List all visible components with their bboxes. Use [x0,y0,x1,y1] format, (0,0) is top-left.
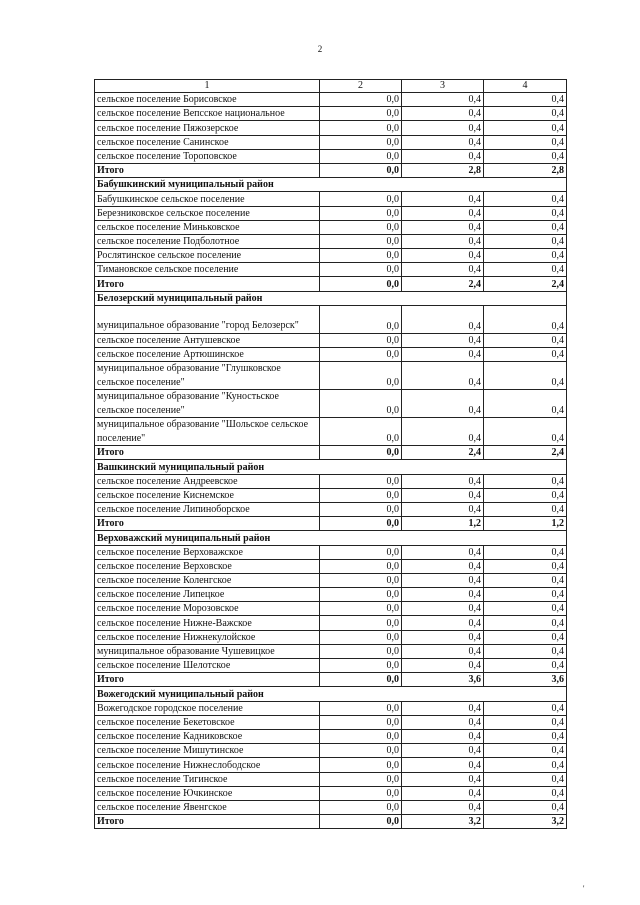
col-3-value: 0,4 [402,559,484,573]
table-row [95,729,567,743]
col-2-value: 0,0 [320,446,402,460]
col-2-value: 0,0 [320,573,402,587]
col-3-value: 0,4 [402,602,484,616]
col-3-value: 0,4 [402,786,484,800]
col-3-value: 0,4 [402,333,484,347]
col-2-value: 0,0 [320,701,402,715]
col-2-value: 0,0 [320,333,402,347]
district-name: Вожегодский муниципальный район [95,687,567,701]
total-label: Итого [95,673,320,687]
table-row [95,348,567,362]
district-section-row [95,178,567,192]
district-section-row [95,531,567,545]
table-row [95,715,567,729]
col-4-value: 0,4 [484,559,567,573]
col-2-value: 0,0 [320,559,402,573]
col-4-value: 0,4 [484,800,567,814]
settlement-name: сельское поселение Артюшинское [95,348,320,362]
col-4-value: 3,2 [484,815,567,829]
col-4-value: 2,4 [484,277,567,291]
col-4-value: 0,4 [484,192,567,206]
total-row [95,446,567,460]
settlement-name: сельское поселение Явенгское [95,800,320,814]
col-2-value: 0,0 [320,602,402,616]
col-3-value: 2,4 [402,277,484,291]
settlement-name: муниципальное образование "Куностьское сельское поселение" [95,390,320,418]
settlement-name: сельское поселение Миньковское [95,220,320,234]
total-row [95,673,567,687]
col-3-value: 0,4 [402,800,484,814]
col-3-value: 0,4 [402,135,484,149]
total-label: Итого [95,815,320,829]
col-4-value: 0,4 [484,220,567,234]
col-3-value: 0,4 [402,758,484,772]
col-3-value: 0,4 [402,545,484,559]
table-row [95,502,567,516]
table-row [95,418,567,446]
col-2-value: 0,0 [320,673,402,687]
settlement-name: муниципальное образование "город Белозерск" [95,305,320,333]
table-row [95,390,567,418]
table-row [95,644,567,658]
col-4-value: 0,4 [484,390,567,418]
table-row [95,333,567,347]
col-4-value: 0,4 [484,602,567,616]
table-row [95,701,567,715]
col-4-value: 0,4 [484,659,567,673]
table-row [95,602,567,616]
district-section-row [95,687,567,701]
col-4-value: 0,4 [484,135,567,149]
col-4-value: 0,4 [484,362,567,390]
settlement-name: сельское поселение Киснемское [95,488,320,502]
col-3-value: 0,4 [402,390,484,418]
settlement-name: сельское поселение Липецкое [95,588,320,602]
col-4-value: 0,4 [484,545,567,559]
col-3-value: 0,4 [402,263,484,277]
table-row [95,121,567,135]
table-row [95,135,567,149]
settlement-name: сельское поселение Тигинское [95,772,320,786]
col-2-value: 0,0 [320,488,402,502]
col-3-value: 2,8 [402,163,484,177]
table-row [95,800,567,814]
settlement-name: сельское поселение Верховское [95,559,320,573]
total-label: Итого [95,446,320,460]
table-row [95,93,567,107]
col-2-value: 0,0 [320,348,402,362]
col-4-value: 2,8 [484,163,567,177]
col-3-value: 0,4 [402,488,484,502]
col-4-value: 0,4 [484,305,567,333]
table-row [95,659,567,673]
settlement-name: сельское поселение Мишутинское [95,744,320,758]
table-row [95,545,567,559]
total-row [95,517,567,531]
settlement-name: муниципальное образование Чушевицкое [95,644,320,658]
col-2-value: 0,0 [320,234,402,248]
table-row [95,772,567,786]
col-2-value: 0,0 [320,772,402,786]
col-3-value: 3,2 [402,815,484,829]
col-2-value: 0,0 [320,474,402,488]
district-section-row [95,291,567,305]
settlement-name: муниципальное образование "Глушковское сельское поселение" [95,362,320,390]
col-2-value: 0,0 [320,800,402,814]
col-4-value: 0,4 [484,206,567,220]
table-row [95,263,567,277]
table-row [95,149,567,163]
district-name: Вашкинский муниципальный район [95,460,567,474]
col-2-value: 0,0 [320,786,402,800]
col-4-value: 0,4 [484,121,567,135]
settlement-name: сельское поселение Подболотное [95,234,320,248]
total-label: Итого [95,517,320,531]
col-4-value: 0,4 [484,234,567,248]
col-3-value: 0,4 [402,701,484,715]
settlement-name: сельское поселение Нижнеслободское [95,758,320,772]
col-3-value: 0,4 [402,616,484,630]
settlement-name: муниципальное образование "Шольское сельское поселение" [95,418,320,446]
col-3-value: 1,2 [402,517,484,531]
col-3-value: 0,4 [402,588,484,602]
col-2-value: 0,0 [320,192,402,206]
col-3-value: 0,4 [402,234,484,248]
settlement-name: сельское поселение Верховажское [95,545,320,559]
district-section-row [95,460,567,474]
col-4-value: 0,4 [484,701,567,715]
corner-mark: ' [583,884,585,893]
table-row [95,234,567,248]
col-2-value: 0,0 [320,362,402,390]
settlement-name: сельское поселение Андреевское [95,474,320,488]
col-4-value: 0,4 [484,149,567,163]
col-4-value: 0,4 [484,348,567,362]
settlement-name: Вожегодское городское поселение [95,701,320,715]
col-3-value: 0,4 [402,305,484,333]
col-2-value: 0,0 [320,263,402,277]
budget-table [94,79,567,829]
col-2-value: 0,0 [320,630,402,644]
col-3-value: 0,4 [402,107,484,121]
table-row [95,616,567,630]
col-3-value: 0,4 [402,192,484,206]
col-4-value: 0,4 [484,715,567,729]
column-header: 1 [95,80,320,93]
settlement-name: сельское поселение Нижнекулойское [95,630,320,644]
district-name: Верховажский муниципальный район [95,531,567,545]
settlement-name: сельское поселение Санинское [95,135,320,149]
col-2-value: 0,0 [320,149,402,163]
col-4-value: 0,4 [484,502,567,516]
settlement-name: Тимановское сельское поселение [95,263,320,277]
col-4-value: 0,4 [484,772,567,786]
col-2-value: 0,0 [320,729,402,743]
col-4-value: 0,4 [484,758,567,772]
settlement-name: сельское поселение Нижне-Важское [95,616,320,630]
table-row [95,107,567,121]
col-4-value: 0,4 [484,249,567,263]
col-4-value: 0,4 [484,474,567,488]
table-row [95,206,567,220]
column-header: 4 [484,80,567,93]
col-3-value: 0,4 [402,348,484,362]
col-4-value: 0,4 [484,644,567,658]
col-3-value: 0,4 [402,474,484,488]
total-label: Итого [95,163,320,177]
settlement-name: сельское поселение Морозовское [95,602,320,616]
col-2-value: 0,0 [320,135,402,149]
col-3-value: 0,4 [402,630,484,644]
col-3-value: 0,4 [402,121,484,135]
col-4-value: 0,4 [484,488,567,502]
col-4-value: 0,4 [484,630,567,644]
col-2-value: 0,0 [320,249,402,263]
total-row [95,163,567,177]
table-row [95,488,567,502]
col-3-value: 0,4 [402,772,484,786]
col-2-value: 0,0 [320,220,402,234]
settlement-name: сельское поселение Пяжозерское [95,121,320,135]
column-header: 3 [402,80,484,93]
col-4-value: 0,4 [484,786,567,800]
settlement-name: сельское поселение Кадниковское [95,729,320,743]
table-row [95,588,567,602]
col-4-value: 0,4 [484,744,567,758]
col-2-value: 0,0 [320,517,402,531]
settlement-name: сельское поселение Ючкинское [95,786,320,800]
district-name: Бабушкинский муниципальный район [95,178,567,192]
settlement-name: сельское поселение Тороповское [95,149,320,163]
col-3-value: 0,4 [402,249,484,263]
col-4-value: 0,4 [484,616,567,630]
col-4-value: 3,6 [484,673,567,687]
table-row [95,573,567,587]
col-3-value: 3,6 [402,673,484,687]
col-3-value: 0,4 [402,206,484,220]
col-2-value: 0,0 [320,616,402,630]
col-4-value: 0,4 [484,573,567,587]
district-name: Белозерский муниципальный район [95,291,567,305]
total-row [95,277,567,291]
col-3-value: 0,4 [402,744,484,758]
col-2-value: 0,0 [320,418,402,446]
col-3-value: 0,4 [402,502,484,516]
col-2-value: 0,0 [320,121,402,135]
col-4-value: 0,4 [484,729,567,743]
col-3-value: 0,4 [402,715,484,729]
page-number: 2 [317,44,323,54]
col-3-value: 0,4 [402,220,484,234]
col-2-value: 0,0 [320,163,402,177]
col-3-value: 2,4 [402,446,484,460]
table-row [95,630,567,644]
col-2-value: 0,0 [320,390,402,418]
col-4-value: 0,4 [484,588,567,602]
col-4-value: 0,4 [484,93,567,107]
col-3-value: 0,4 [402,729,484,743]
col-4-value: 0,4 [484,107,567,121]
settlement-name: сельское поселение Шелотское [95,659,320,673]
settlement-name: сельское поселение Коленгское [95,573,320,587]
col-3-value: 0,4 [402,644,484,658]
table-header-row [95,80,567,93]
col-3-value: 0,4 [402,93,484,107]
settlement-name: сельское поселение Бекетовское [95,715,320,729]
col-3-value: 0,4 [402,418,484,446]
table-row [95,220,567,234]
col-2-value: 0,0 [320,744,402,758]
col-2-value: 0,0 [320,588,402,602]
col-2-value: 0,0 [320,815,402,829]
col-3-value: 0,4 [402,149,484,163]
settlement-name: сельское поселение Вепсское национальное [95,107,320,121]
table-row [95,249,567,263]
col-2-value: 0,0 [320,502,402,516]
col-2-value: 0,0 [320,107,402,121]
total-label: Итого [95,277,320,291]
settlement-name: Рослятинское сельское поселение [95,249,320,263]
col-2-value: 0,0 [320,758,402,772]
col-2-value: 0,0 [320,305,402,333]
col-3-value: 0,4 [402,573,484,587]
table-row [95,559,567,573]
col-2-value: 0,0 [320,545,402,559]
settlement-name: сельское поселение Борисовское [95,93,320,107]
col-4-value: 1,2 [484,517,567,531]
table-row [95,758,567,772]
col-2-value: 0,0 [320,206,402,220]
settlement-name: Березниковское сельское поселение [95,206,320,220]
col-4-value: 0,4 [484,263,567,277]
col-3-value: 0,4 [402,362,484,390]
settlement-name: сельское поселение Липиноборское [95,502,320,516]
table-row [95,305,567,333]
settlement-name: Бабушкинское сельское поселение [95,192,320,206]
table-row [95,744,567,758]
total-row [95,815,567,829]
col-4-value: 0,4 [484,333,567,347]
col-2-value: 0,0 [320,644,402,658]
col-3-value: 0,4 [402,659,484,673]
col-2-value: 0,0 [320,715,402,729]
col-4-value: 0,4 [484,418,567,446]
table-row [95,786,567,800]
settlement-name: сельское поселение Антушевское [95,333,320,347]
table-row [95,192,567,206]
col-2-value: 0,0 [320,659,402,673]
table-row [95,362,567,390]
col-2-value: 0,0 [320,277,402,291]
col-4-value: 2,4 [484,446,567,460]
col-2-value: 0,0 [320,93,402,107]
column-header: 2 [320,80,402,93]
table-row [95,474,567,488]
